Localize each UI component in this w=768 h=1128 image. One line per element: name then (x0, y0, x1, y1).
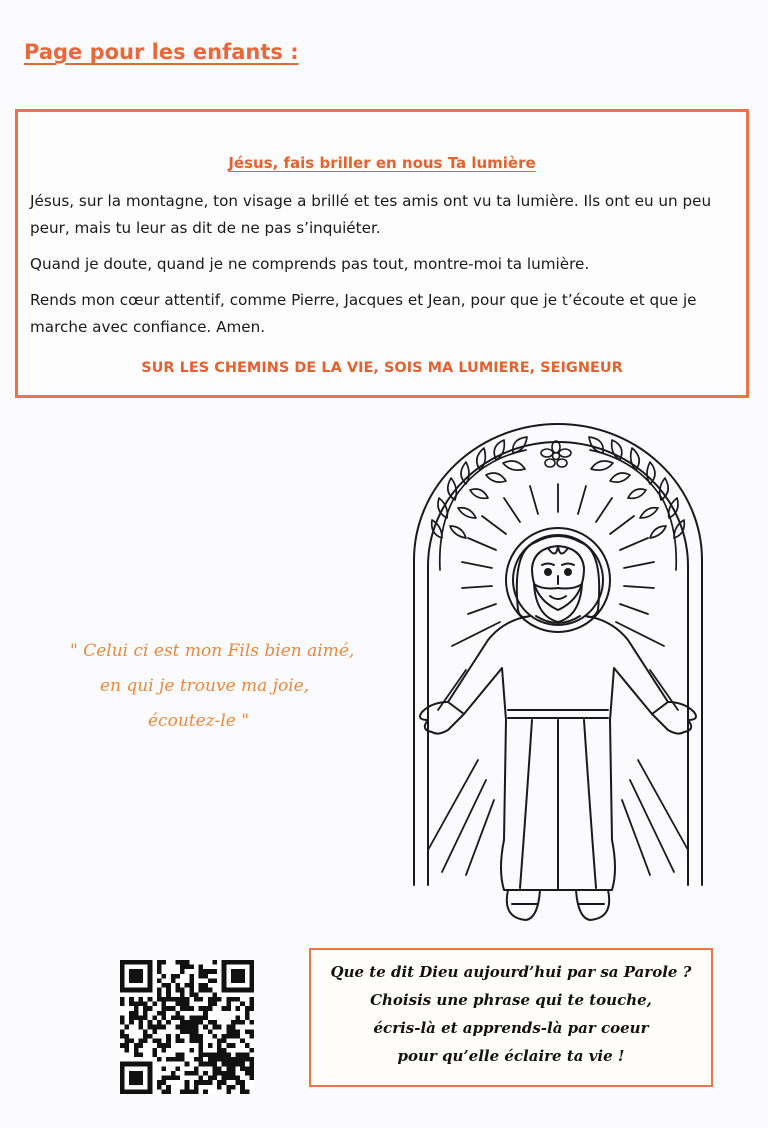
word-box-line: écris-là et apprends-là par coeur (373, 1019, 649, 1037)
prayer-title: Jésus, fais briller en nous Ta lumière (228, 154, 536, 172)
refrain: SUR LES CHEMINS DE LA VIE, SOIS MA LUMIERE, SEIGNEUR (141, 360, 623, 376)
word-box-line: Que te dit Dieu aujourd’hui par sa Parole ? (330, 963, 692, 981)
prayer-paragraph: Rends mon cœur attentif, comme Pierre, Jacques et Jean, pour que je t’écoute et que je marche avec confiance. Amen. (30, 291, 697, 336)
prayer-text (30, 188, 738, 350)
quote-line: " Celui ci est mon Fils bien aimé, (70, 641, 355, 661)
gospel-quote (70, 634, 370, 739)
prayer-paragraph: Quand je doute, quand je ne comprends pas tout, montre-moi ta lumière. (30, 255, 590, 273)
word-box-line: Choisis une phrase qui te touche, (370, 991, 652, 1009)
quote-line: en qui je trouve ma joie, (100, 676, 310, 696)
flower-icon (541, 441, 571, 467)
quote-line: écoutez-le " (148, 711, 250, 731)
transfigured-jesus-coloring-icon (408, 420, 708, 930)
word-of-god-box (309, 948, 713, 1087)
word-box-line: pour qu’elle éclaire ta vie ! (397, 1047, 625, 1065)
prayer-paragraph: Jésus, sur la montagne, ton visage a brillé et tes amis ont vu ta lumière. Ils ont eu un peu peur, mais tu leur as dit de ne pas s’inquiéter. (30, 192, 712, 237)
page-title: Page pour les enfants : (24, 40, 299, 64)
prayer-box (15, 109, 749, 398)
qr-code-icon (120, 960, 254, 1094)
